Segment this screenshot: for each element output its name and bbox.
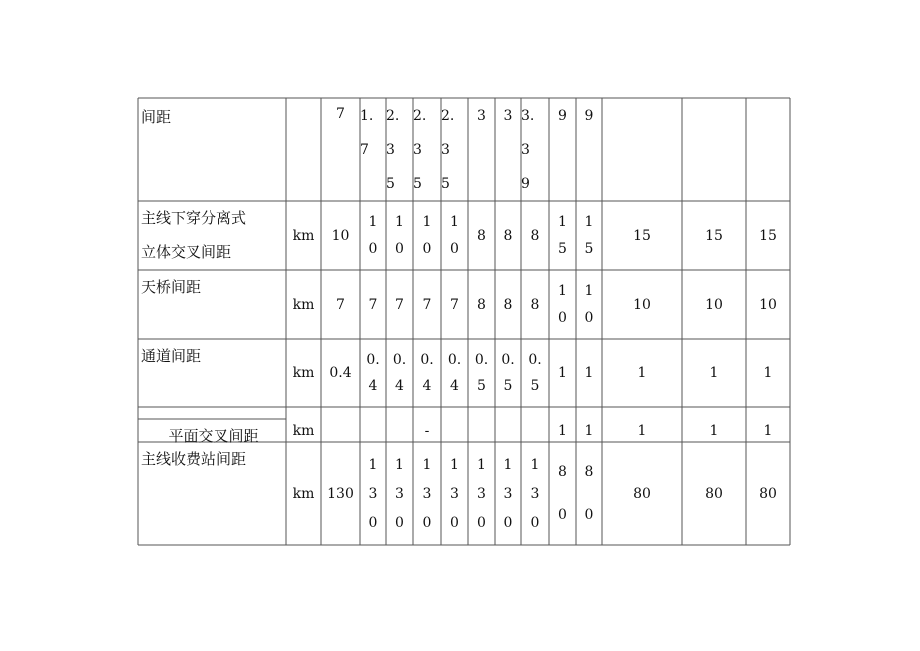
value-cell <box>441 419 468 442</box>
value-digit: 1 <box>422 456 432 473</box>
value-digit: 0 <box>395 240 404 257</box>
value-cell <box>682 339 746 407</box>
row-label <box>138 201 286 270</box>
value-cell <box>441 442 468 545</box>
value-text: 7 <box>336 296 345 313</box>
value-text: 9 <box>558 108 567 124</box>
unit-text: km <box>292 422 315 439</box>
value-cell <box>413 339 441 407</box>
value-digit: 4 <box>422 378 432 394</box>
value-cell <box>468 442 495 545</box>
value-digit: 3 <box>441 142 450 158</box>
value-digit: 0. <box>474 352 489 368</box>
value-cell <box>549 419 576 442</box>
value-digit: 3. <box>521 108 535 124</box>
value-cell <box>521 339 549 407</box>
value-cell <box>386 98 413 201</box>
value-digit: 1 <box>450 456 459 473</box>
value-cell <box>441 270 468 339</box>
value-text: 1 <box>763 365 773 381</box>
value-cell <box>521 419 549 442</box>
value-digit: 1. <box>360 108 374 124</box>
value-digit: 0. <box>392 352 407 368</box>
row-label-text: 天桥间距 <box>141 278 202 296</box>
value-digit: 3 <box>368 485 378 502</box>
value-cell <box>468 201 495 270</box>
unit-text: km <box>292 365 315 381</box>
value-cell <box>441 339 468 407</box>
value-cell <box>386 270 413 339</box>
value-cell <box>602 442 682 545</box>
value-digit: 4 <box>450 378 459 394</box>
value-text: 1 <box>763 422 773 439</box>
value-text: 10 <box>331 227 350 244</box>
value-cell <box>413 419 441 442</box>
value-text: 80 <box>759 485 777 502</box>
value-digit: 5 <box>558 240 567 257</box>
value-cell <box>413 201 441 270</box>
value-cell <box>360 419 386 442</box>
value-cell <box>521 442 549 545</box>
value-cell <box>441 201 468 270</box>
value-cell <box>746 419 790 442</box>
value-cell <box>413 442 441 545</box>
unit-cell <box>286 419 321 442</box>
value-digit: 0 <box>503 514 513 531</box>
value-digit: 5 <box>441 176 450 192</box>
value-digit: 5 <box>477 378 486 394</box>
value-digit: 9 <box>521 176 530 192</box>
value-text: 1 <box>584 365 594 381</box>
value-text: 1 <box>709 365 719 381</box>
value-digit: 3 <box>450 485 459 502</box>
value-text: 8 <box>477 227 486 244</box>
value-text: 1 <box>637 422 647 439</box>
row-label-text: 平面交叉间距 <box>168 427 259 445</box>
value-cell <box>576 442 602 545</box>
value-cell <box>495 419 521 442</box>
value-cell <box>682 270 746 339</box>
value-cell <box>746 201 790 270</box>
value-digit: 5 <box>503 378 513 394</box>
value-cell <box>521 201 549 270</box>
row-label <box>138 419 286 445</box>
value-text: 80 <box>705 485 723 502</box>
value-digit: 3 <box>477 485 486 502</box>
value-cell <box>468 98 495 201</box>
value-digit: 5 <box>584 240 594 257</box>
value-text: 8 <box>503 227 513 244</box>
unit-text: km <box>292 485 315 502</box>
value-cell <box>495 442 521 545</box>
value-cell <box>602 201 682 270</box>
value-cell <box>682 419 746 442</box>
value-digit: 7 <box>360 142 369 158</box>
value-cell <box>495 98 521 201</box>
value-cell <box>602 419 682 442</box>
value-cell <box>321 442 360 545</box>
value-digit: 0 <box>584 507 594 524</box>
value-digit: 0 <box>558 309 567 326</box>
value-digit: 2. <box>386 108 400 124</box>
row-label-text: 间距 <box>141 108 172 126</box>
value-digit: 1 <box>503 456 513 473</box>
value-cell <box>386 201 413 270</box>
value-cell <box>468 270 495 339</box>
value-text: 3 <box>503 108 513 124</box>
value-digit: 0. <box>447 352 462 368</box>
value-digit: 8 <box>558 463 567 480</box>
value-cell <box>576 339 602 407</box>
value-digit: 0. <box>366 352 380 368</box>
value-cell <box>413 98 441 201</box>
value-text: 10 <box>759 296 777 313</box>
value-text: 0.4 <box>329 365 352 381</box>
value-cell <box>413 270 441 339</box>
value-digit: 3 <box>395 485 404 502</box>
value-digit: 0 <box>558 507 567 524</box>
value-cell <box>386 339 413 407</box>
value-cell <box>386 419 413 442</box>
value-digit: 0 <box>477 514 486 531</box>
value-text: 80 <box>633 485 651 502</box>
value-digit: 3 <box>386 142 395 158</box>
value-digit: 1 <box>422 214 432 231</box>
unit-cell <box>286 339 321 407</box>
value-cell <box>521 98 549 201</box>
value-text: 15 <box>633 227 651 244</box>
value-cell <box>321 98 360 201</box>
value-text: 8 <box>530 296 540 313</box>
value-cell <box>576 98 602 201</box>
value-text: 1 <box>558 422 567 439</box>
value-digit: 0 <box>368 514 378 531</box>
value-digit: 0. <box>420 352 434 368</box>
value-digit: 0. <box>501 352 515 368</box>
value-cell <box>521 270 549 339</box>
value-cell <box>360 442 386 545</box>
value-text: 7 <box>336 106 345 122</box>
value-cell <box>602 270 682 339</box>
value-text: 3 <box>477 108 486 124</box>
value-cell <box>549 98 576 201</box>
value-digit: 1 <box>368 456 378 473</box>
value-cell <box>746 442 790 545</box>
value-cell <box>549 339 576 407</box>
value-digit: 1 <box>450 214 459 231</box>
value-cell <box>576 419 602 442</box>
value-cell <box>441 98 468 201</box>
value-cell <box>682 98 746 201</box>
value-cell <box>360 98 386 201</box>
value-cell <box>495 339 521 407</box>
value-text: 15 <box>759 227 777 244</box>
value-cell <box>602 339 682 407</box>
value-digit: 1 <box>584 283 594 300</box>
value-cell <box>495 201 521 270</box>
value-digit: 1 <box>558 283 567 300</box>
value-cell <box>360 201 386 270</box>
value-cell <box>321 339 360 407</box>
value-cell <box>321 419 360 442</box>
unit-cell <box>286 98 321 201</box>
value-digit: 3 <box>521 142 530 158</box>
row-label-text: 主线收费站间距 <box>141 450 247 468</box>
row-label-text: 通道间距 <box>141 347 202 365</box>
value-digit: 3 <box>530 485 540 502</box>
value-digit: 0 <box>368 240 378 257</box>
value-digit: 1 <box>477 456 486 473</box>
unit-cell <box>286 201 321 270</box>
value-digit: 1 <box>395 214 404 231</box>
value-text: 1 <box>709 422 719 439</box>
value-digit: 2. <box>413 108 427 124</box>
value-text: 130 <box>327 485 354 502</box>
value-text: 10 <box>633 296 651 313</box>
value-digit: 0 <box>395 514 404 531</box>
value-digit: 3 <box>422 485 432 502</box>
row-label <box>138 270 286 339</box>
value-cell <box>602 98 682 201</box>
value-cell <box>468 339 495 407</box>
value-text: 1 <box>637 365 647 381</box>
value-digit: 0 <box>530 514 540 531</box>
row-label-text: 立体交叉间距 <box>141 243 232 261</box>
value-digit: 0 <box>584 309 594 326</box>
value-digit: 5 <box>386 176 395 192</box>
value-digit: 1 <box>395 456 404 473</box>
value-cell <box>576 201 602 270</box>
unit-cell <box>286 442 321 545</box>
value-digit: 0 <box>450 514 459 531</box>
value-digit: 3 <box>503 485 513 502</box>
value-cell <box>321 201 360 270</box>
value-digit: 4 <box>368 378 378 394</box>
value-cell <box>321 270 360 339</box>
value-digit: 0 <box>422 514 432 531</box>
value-cell <box>682 201 746 270</box>
value-text: 10 <box>705 296 723 313</box>
value-digit: 8 <box>584 463 594 480</box>
value-digit: 5 <box>413 176 422 192</box>
row-label <box>138 98 286 201</box>
value-cell <box>468 419 495 442</box>
unit-text: km <box>292 227 315 244</box>
value-text: 8 <box>530 227 540 244</box>
value-text: 7 <box>422 296 432 313</box>
value-cell <box>360 339 386 407</box>
value-cell <box>549 270 576 339</box>
value-text: 7 <box>368 296 378 313</box>
value-text: 1 <box>584 422 594 439</box>
unit-text: km <box>292 296 315 313</box>
value-text: 7 <box>450 296 459 313</box>
value-cell <box>576 270 602 339</box>
value-cell <box>746 270 790 339</box>
value-cell <box>746 339 790 407</box>
value-digit: 3 <box>413 142 422 158</box>
value-digit: 5 <box>530 378 540 394</box>
value-cell <box>682 442 746 545</box>
value-digit: 1 <box>530 456 540 473</box>
value-digit: 1 <box>584 214 594 231</box>
value-text: - <box>424 422 430 439</box>
value-cell <box>549 201 576 270</box>
value-text: 9 <box>584 108 594 124</box>
value-digit: 1 <box>368 214 378 231</box>
value-cell <box>360 270 386 339</box>
value-digit: 1 <box>558 214 567 231</box>
value-cell <box>746 98 790 201</box>
value-text: 7 <box>395 296 404 313</box>
value-text: 15 <box>705 227 723 244</box>
row-label <box>138 442 286 545</box>
value-cell <box>386 442 413 545</box>
value-text: 1 <box>558 365 567 381</box>
value-digit: 4 <box>395 378 404 394</box>
row-label <box>138 339 286 407</box>
unit-cell <box>286 270 321 339</box>
value-digit: 0. <box>528 352 542 368</box>
value-digit: 0 <box>450 240 459 257</box>
value-digit: 2. <box>441 108 455 124</box>
value-text: 8 <box>477 296 486 313</box>
value-cell <box>549 442 576 545</box>
value-cell <box>495 270 521 339</box>
value-digit: 0 <box>422 240 432 257</box>
row-label-text: 主线下穿分离式 <box>141 209 247 227</box>
value-text: 8 <box>503 296 513 313</box>
